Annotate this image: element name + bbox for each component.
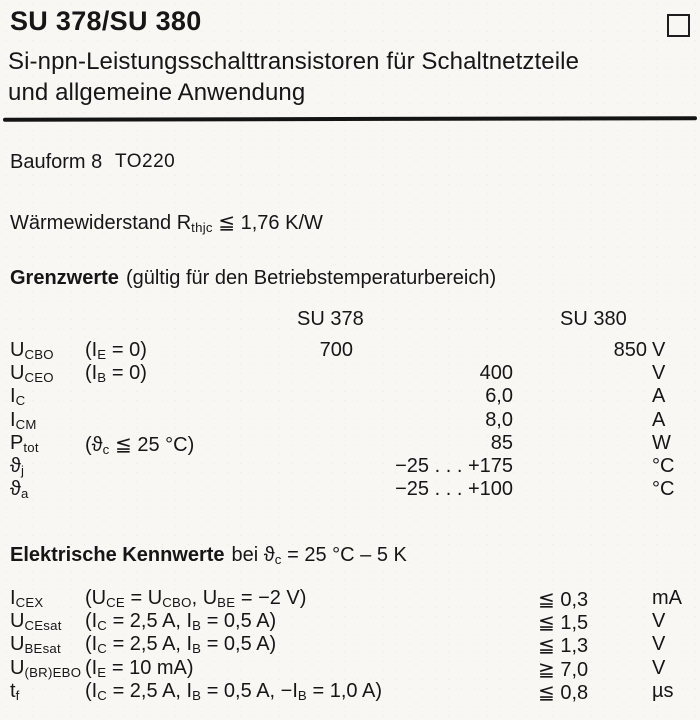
table-row [0, 587, 700, 610]
electrical-heading-note: bei $ϑ_c = 25$ °C – 5 K [231, 544, 407, 567]
table-row [0, 385, 700, 408]
value-common: 6,0 [485, 385, 513, 408]
parameter-symbol: $I_C$ [10, 385, 26, 409]
parameter-symbol: $I_{CEX}$ [10, 587, 44, 610]
limit-value: ≦ 0,3 [538, 589, 589, 611]
unit: mA [652, 587, 682, 609]
unit: A [652, 408, 666, 431]
subtitle-line-2: und allgemeine Anwendung [8, 79, 306, 106]
unit: V [652, 362, 666, 385]
limit-value: ≦ 0,8 [538, 681, 589, 704]
limit-value: ≦ 1,5 [538, 612, 589, 635]
limit-value: ≦ 1,3 [538, 635, 589, 658]
parameter-condition: ($I_C = 2,5$ A, $I_B = 0,5$ A) [85, 610, 277, 634]
parameter-symbol: $t_f$ [10, 679, 20, 703]
electrical-table [0, 587, 700, 703]
value-common: 8,0 [485, 408, 513, 431]
unit: °C [652, 454, 675, 477]
limits-heading-note: (gültig für den Betriebstemperaturbereich) [125, 267, 497, 289]
table-row [0, 633, 700, 656]
parameter-condition: ($U_{CE} = U_{CBO}$, $U_{BE} = -2$ V) [85, 587, 307, 610]
unit: V [652, 633, 666, 656]
parameter-symbol: $P_{tot}$ [10, 431, 39, 455]
parameter-symbol: $ϑ_j$ [10, 454, 25, 478]
limits-section-heading [10, 267, 496, 290]
parameter-condition: ($I_C = 2,5$ A, $I_B = 0,5$ A, $-I_B = 1,0$ A) [85, 679, 383, 703]
unit: V [652, 339, 666, 361]
column-header-su378: SU 378 [297, 308, 364, 330]
parameter-condition: ($I_E = 10$ mA) [85, 656, 194, 680]
value-common: 400 [479, 362, 513, 385]
table-row [0, 610, 700, 633]
parameter-condition: $(I_E = 0)$ [85, 339, 147, 362]
parameter-symbol: $ϑ_a$ [10, 478, 29, 502]
unit: A [652, 385, 666, 408]
parameter-symbol: $U_{(BR)EBO}$ [10, 656, 82, 680]
limits-heading-bold: Grenzwerte [10, 267, 119, 289]
parameter-symbol: $U_{CEsat}$ [10, 610, 62, 634]
table-row [0, 339, 700, 362]
horizontal-rule [3, 116, 697, 121]
value-common: 85 [490, 431, 513, 454]
table-row [0, 478, 700, 501]
unit: µs [652, 679, 674, 702]
parameter-condition: ($ϑ_c$ ≦ 25 °C) [85, 433, 195, 457]
value-common: −25 . . . +175 [395, 454, 513, 477]
unit: V [652, 656, 666, 679]
parameter-condition: $(I_B = 0)$ [85, 362, 147, 386]
unit: V [652, 610, 666, 633]
parameter-symbol: $U_{CEO}$ [10, 362, 54, 386]
bauform-label: Bauform 8 [10, 151, 103, 173]
table-row [0, 362, 700, 385]
value-su378: 700 [319, 339, 353, 361]
table-row [0, 657, 700, 680]
unit: W [652, 431, 671, 454]
limits-table [0, 339, 700, 501]
parameter-symbol: $I_{CM}$ [10, 408, 37, 432]
corner-box-icon [667, 14, 690, 37]
thermal-resistance-line: Wärmewiderstand $R_{thjc}$ ≦ 1,76 K/W [10, 212, 323, 235]
parameter-symbol: $U_{BEsat}$ [10, 633, 61, 657]
parameter-symbol: $U_{CBO}$ [10, 339, 54, 362]
subtitle-line-1: Si-npn-Leistungsschalttransistoren für Schaltnetzteile [8, 48, 580, 75]
table-row [0, 455, 700, 478]
parameter-condition: ($I_C = 2,5$ A, $I_B = 0,5$ A) [85, 633, 277, 657]
value-su380: 850 [613, 339, 647, 361]
electrical-heading-bold: Elektrische Kennwerte [10, 544, 225, 566]
bauform-line [0, 151, 700, 175]
table-row [0, 680, 700, 703]
table-row [0, 432, 700, 455]
electrical-section-heading [10, 544, 407, 567]
package-label: TO220 [115, 151, 176, 172]
unit: °C [652, 478, 675, 501]
value-common: −25 . . . +100 [395, 478, 513, 501]
page-subtitle [8, 46, 698, 108]
column-header-su380: SU 380 [560, 308, 627, 330]
page-title: SU 378/SU 380 [10, 6, 202, 36]
table-row [0, 409, 700, 432]
limit-value: ≧ 7,0 [538, 658, 589, 681]
